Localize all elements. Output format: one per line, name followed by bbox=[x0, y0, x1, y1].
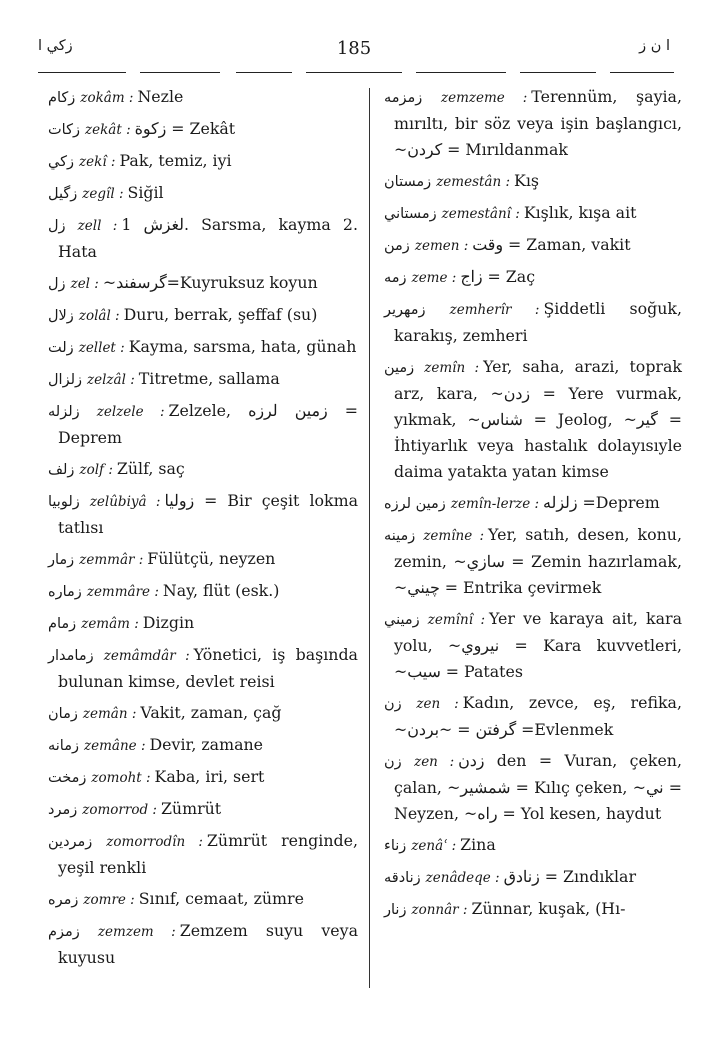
entry-headword-arabic: زمانه bbox=[48, 738, 79, 754]
entry-definition: Vakit, zaman, çağ bbox=[140, 703, 282, 722]
dictionary-entry bbox=[48, 148, 358, 175]
entry-transliteration: zemâm : bbox=[81, 616, 139, 632]
entry-headword-arabic: زمام bbox=[48, 616, 77, 632]
dictionary-entry bbox=[48, 610, 358, 637]
dictionary-entry bbox=[384, 606, 682, 685]
entry-headword-arabic: زن bbox=[384, 754, 402, 770]
dictionary-entry bbox=[48, 116, 358, 143]
entry-definition: Şiddetli soğuk, karakış, zemheri bbox=[394, 299, 682, 345]
entry-headword-arabic: زناء bbox=[384, 838, 407, 854]
dictionary-entry bbox=[384, 490, 682, 517]
dictionary-entry bbox=[48, 270, 358, 297]
dictionary-entry bbox=[48, 366, 358, 393]
entry-transliteration: zekât : bbox=[85, 122, 131, 138]
entry-headword-arabic: زن bbox=[384, 696, 402, 712]
entry-transliteration: zemherîr : bbox=[449, 302, 540, 318]
entry-definition: Kadın, zevce, eş, refika, ~گرفتن = ~بردن =Evlenmek bbox=[394, 693, 682, 739]
entry-transliteration: zonnâr : bbox=[411, 902, 468, 918]
entry-definition: Zemzem suyu veya kuyusu bbox=[58, 921, 358, 967]
dictionary-entry bbox=[48, 828, 358, 881]
entry-transliteration: zegîl : bbox=[82, 186, 124, 202]
dictionary-entry bbox=[384, 296, 682, 349]
entry-transliteration: zemzeme : bbox=[441, 90, 528, 106]
entry-headword-arabic: زلزله bbox=[48, 404, 80, 420]
entry-transliteration: zemâne : bbox=[84, 738, 146, 754]
entry-definition: Zünnar, kuşak, (Hı- bbox=[471, 899, 626, 918]
entry-definition: زكوة = Zekât bbox=[134, 119, 236, 138]
entry-definition: Yer, satıh, desen, konu, zemin, ~سازي = Zemin hazırlamak, ~چيني = Entrika çevirmek bbox=[394, 525, 683, 597]
entry-transliteration: zenâʿ : bbox=[411, 838, 457, 854]
page-header bbox=[0, 38, 708, 68]
entry-definition: Zümrüt renginde, yeşil renkli bbox=[58, 831, 358, 877]
entry-transliteration: zemînî : bbox=[427, 612, 485, 628]
entry-headword-arabic: زمين لرزه bbox=[384, 496, 446, 512]
entry-definition: Duru, berrak, şeffaf (su) bbox=[123, 305, 318, 324]
entry-transliteration: zokâm : bbox=[80, 90, 134, 106]
entry-headword-arabic: زمستان bbox=[384, 174, 432, 190]
dictionary-entry bbox=[48, 764, 358, 791]
entry-definition: Dizgin bbox=[142, 613, 195, 632]
entry-transliteration: zelzele : bbox=[96, 404, 165, 420]
dictionary-entry bbox=[48, 886, 358, 913]
entry-definition: Kış bbox=[514, 171, 539, 190]
entry-transliteration: zemen : bbox=[414, 238, 469, 254]
entry-headword-arabic: زلف bbox=[48, 462, 75, 478]
dictionary-entry bbox=[384, 200, 682, 227]
dictionary-entry bbox=[384, 522, 682, 601]
entry-definition: Yer ve karaya ait, kara yolu, ~نيروي = Kara kuvvetleri, ~سيب = Patates bbox=[394, 609, 682, 681]
entry-definition: Siğil bbox=[127, 183, 164, 202]
entry-transliteration: zen : bbox=[416, 696, 459, 712]
entry-headword-arabic: زميني bbox=[384, 612, 420, 628]
entry-headword-arabic: زماره bbox=[48, 584, 82, 600]
header-rule-center bbox=[306, 72, 402, 73]
entry-headword-arabic: زگيل bbox=[48, 186, 78, 202]
entry-headword-arabic: زمار bbox=[48, 552, 75, 568]
entry-transliteration: zelzâl : bbox=[87, 372, 135, 388]
entry-definition: ~گرسفند=Kuyruksuz koyun bbox=[102, 273, 318, 292]
dictionary-entry bbox=[384, 354, 682, 485]
header-rule-right-1 bbox=[416, 72, 506, 73]
entry-headword-arabic: زكات bbox=[48, 122, 80, 138]
dictionary-entry bbox=[48, 180, 358, 207]
entry-headword-arabic: زلال bbox=[48, 308, 74, 324]
entry-definition: Terennüm, şayia, mırıltı, bir söz veya işin başlangıcı, ~كردن = Mırıldanmak bbox=[394, 87, 682, 159]
entry-definition: Nay, flüt (esk.) bbox=[162, 581, 280, 600]
dictionary-entry bbox=[48, 456, 358, 483]
entry-definition: زلزله =Deprem bbox=[543, 493, 660, 512]
entry-transliteration: zellet : bbox=[78, 340, 125, 356]
dictionary-entry bbox=[384, 864, 682, 891]
header-rule-right-2 bbox=[520, 72, 596, 73]
entry-definition: Fülütçü, neyzen bbox=[147, 549, 276, 568]
header-rule-left-2 bbox=[140, 72, 220, 73]
entry-definition: Pak, temiz, iyi bbox=[119, 151, 232, 170]
dictionary-entry bbox=[48, 212, 358, 265]
header-rule-right-3 bbox=[610, 72, 674, 73]
entry-definition: وقت = Zaman, vakit bbox=[472, 235, 631, 254]
entry-transliteration: zemestânî : bbox=[441, 206, 520, 222]
header-rule-left bbox=[38, 72, 126, 73]
entry-definition: Kışlık, kışa ait bbox=[523, 203, 637, 222]
header-left-guide: زكي ا bbox=[38, 38, 73, 54]
entry-definition: Zülf, saç bbox=[116, 459, 185, 478]
dictionary-entry bbox=[48, 918, 358, 971]
dictionary-entry bbox=[384, 232, 682, 259]
entry-headword-arabic: زنار bbox=[384, 902, 407, 918]
dictionary-entry bbox=[48, 732, 358, 759]
entry-definition: Zelzele, زمين لرزه = Deprem bbox=[58, 401, 358, 447]
entry-definition: Devir, zamane bbox=[149, 735, 264, 754]
entry-headword-arabic: زمان bbox=[48, 706, 78, 722]
entry-transliteration: zomre : bbox=[83, 892, 135, 908]
entry-transliteration: zemmâr : bbox=[79, 552, 144, 568]
entry-headword-arabic: زمزمه bbox=[384, 90, 423, 106]
entry-definition: زوليا = Bir çeşit lokma tatlısı bbox=[58, 491, 358, 537]
dictionary-entry bbox=[48, 334, 358, 361]
entry-transliteration: zomorrodîn : bbox=[106, 834, 203, 850]
entry-headword-arabic: زمهرير bbox=[384, 302, 426, 318]
entry-definition: زاج = Zaç bbox=[460, 267, 536, 286]
entry-transliteration: zomorrod : bbox=[82, 802, 157, 818]
dictionary-entry bbox=[384, 748, 682, 827]
entry-headword-arabic: زمخت bbox=[48, 770, 87, 786]
entry-transliteration: zemîn-lerze : bbox=[450, 496, 540, 512]
entry-headword-arabic: زلوبيا bbox=[48, 494, 80, 510]
entry-headword-arabic: زمين bbox=[384, 360, 415, 376]
dictionary-entry bbox=[384, 896, 682, 923]
entry-headword-arabic: زمزم bbox=[48, 924, 80, 940]
entry-definition: Kayma, sarsma, hata, günah bbox=[128, 337, 357, 356]
entry-transliteration: zomoht : bbox=[91, 770, 151, 786]
entry-definition: Kaba, iri, sert bbox=[154, 767, 265, 786]
entry-headword-arabic: زنادقه bbox=[384, 870, 421, 886]
entry-transliteration: zemîn : bbox=[424, 360, 480, 376]
entry-transliteration: zemâmdâr : bbox=[103, 648, 190, 664]
dictionary-entry bbox=[48, 642, 358, 695]
dictionary-entry bbox=[384, 168, 682, 195]
dictionary-entry bbox=[48, 546, 358, 573]
entry-headword-arabic: زلزال bbox=[48, 372, 82, 388]
entry-definition: Zümrüt bbox=[160, 799, 222, 818]
entry-transliteration: zolâl : bbox=[78, 308, 120, 324]
entry-definition: Yönetici, iş başında bulunan kimse, devlet reisi bbox=[58, 645, 358, 691]
entry-transliteration: zenâdeqe : bbox=[425, 870, 500, 886]
entry-definition: Nezle bbox=[137, 87, 184, 106]
entry-transliteration: zolf : bbox=[79, 462, 113, 478]
column-divider bbox=[369, 88, 370, 988]
entry-headword-arabic: زمردين bbox=[48, 834, 93, 850]
dictionary-entry bbox=[384, 84, 682, 163]
entry-definition: زدن den = Vuran, çeken, çalan, ~شمشير = Kılıç çeken, ~ني = Neyzen, ~راه = Yol kesen, haydut bbox=[394, 751, 682, 823]
dictionary-entry bbox=[384, 264, 682, 291]
entry-definition: Sınıf, cemaat, zümre bbox=[138, 889, 304, 908]
entry-headword-arabic: زمن bbox=[384, 238, 410, 254]
entry-transliteration: zemestân : bbox=[436, 174, 511, 190]
entry-transliteration: zekî : bbox=[79, 154, 116, 170]
entry-headword-arabic: زمه bbox=[384, 270, 407, 286]
entry-headword-arabic: زمينه bbox=[384, 528, 416, 544]
entry-transliteration: zemân : bbox=[82, 706, 137, 722]
entry-transliteration: zelûbiyâ : bbox=[89, 494, 161, 510]
entry-transliteration: zell : bbox=[77, 218, 118, 234]
entry-headword-arabic: زمامدار bbox=[48, 648, 94, 664]
entry-definition: Yer, saha, arazi, toprak arz, kara, ~زدن = Yere vurmak, yıkmak, ~شناس = Jeolog, ~گير = İhtiyarlık veya hastalık dolayısıyle daima yatakta yatan kimse bbox=[394, 357, 683, 481]
entry-transliteration: zemzem : bbox=[97, 924, 176, 940]
header-right-guide: ا ن ز bbox=[639, 38, 670, 54]
entry-definition: لغزش 1. Sarsma, kayma 2. Hata bbox=[58, 215, 358, 261]
dictionary-entry bbox=[48, 796, 358, 823]
entry-headword-arabic: زمره bbox=[48, 892, 79, 908]
entry-transliteration: zemîne : bbox=[423, 528, 485, 544]
dictionary-entry bbox=[48, 398, 358, 451]
entry-transliteration: zemmâre : bbox=[86, 584, 159, 600]
entry-headword-arabic: زمرد bbox=[48, 802, 78, 818]
page-number: 185 bbox=[336, 38, 372, 59]
entry-headword-arabic: زكام bbox=[48, 90, 76, 106]
entry-definition: زنادق = Zındıklar bbox=[503, 867, 636, 886]
dictionary-entry bbox=[48, 488, 358, 541]
dictionary-entry bbox=[48, 302, 358, 329]
dictionary-entry bbox=[384, 690, 682, 743]
entry-transliteration: zel : bbox=[70, 276, 99, 292]
entry-definition: Titretme, sallama bbox=[138, 369, 280, 388]
dictionary-entry bbox=[48, 84, 358, 111]
entry-definition: Zina bbox=[460, 835, 496, 854]
left-column bbox=[48, 84, 358, 976]
entry-transliteration: zeme : bbox=[411, 270, 457, 286]
entry-headword-arabic: زكي bbox=[48, 154, 74, 170]
dictionary-entry bbox=[384, 832, 682, 859]
entry-headword-arabic: زل bbox=[48, 276, 66, 292]
entry-headword-arabic: زمستاني bbox=[384, 206, 437, 222]
dictionary-entry bbox=[48, 578, 358, 605]
dictionary-entry bbox=[48, 700, 358, 727]
right-column bbox=[384, 84, 682, 928]
header-rule-left-3 bbox=[236, 72, 292, 73]
entry-headword-arabic: زلت bbox=[48, 340, 74, 356]
entry-headword-arabic: زل bbox=[48, 218, 66, 234]
entry-transliteration: zen : bbox=[414, 754, 455, 770]
